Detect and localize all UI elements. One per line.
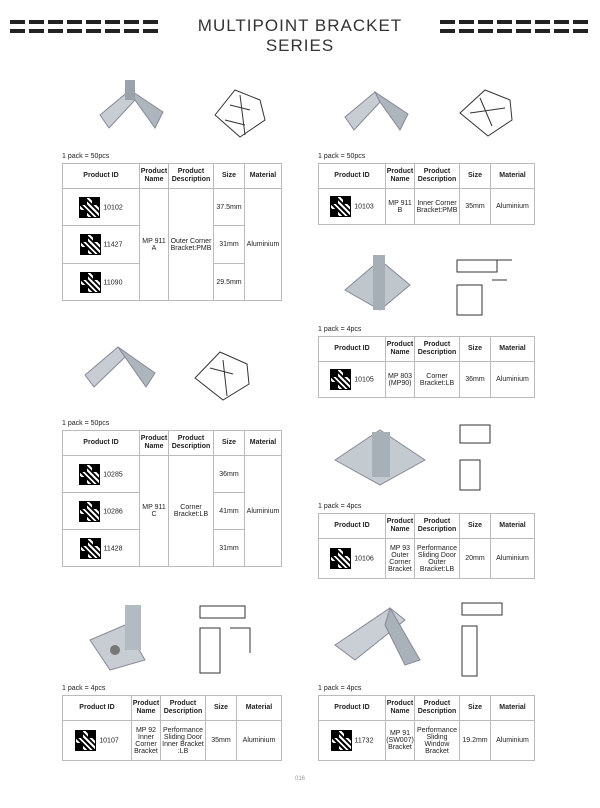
table-row: 11732 MP 91 (SW007) Bracket Performance Sliding Window Bracket 19.2mm Aluminium [319,721,535,761]
table-row: 11427 31mm [63,226,282,264]
col-product-name: Product Name [386,337,415,362]
table-row: 10285 MP 911 C Corner Bracket:LB 36mm Aluminium [63,456,282,493]
table-row: 10286 41mm [63,493,282,530]
product-name: MP 93 Outer Corner Bracket [386,539,415,579]
table-row: 10107 MP 92 Inner Corner Bracket Performance Sliding Door Inner Bracket :LB 35mm Aluminium [63,721,282,761]
product-size: 19.2mm [460,721,491,761]
bracket-93-drawing [452,420,512,500]
bracket-911b-photo [340,72,420,147]
col-product-description: Product Description [415,696,460,721]
product-material: Aluminium [491,362,535,398]
col-material: Material [491,696,535,721]
col-size: Size [460,696,491,721]
product-material: Aluminium [245,189,282,301]
product-size: 35mm [460,189,491,225]
product-size: 20mm [460,539,491,579]
col-product-name: Product Name [140,164,169,189]
col-product-id: Product ID [63,164,140,189]
col-material: Material [491,164,535,189]
qr-code-icon [79,197,100,218]
bracket-91-drawing [452,598,512,683]
product-material: Aluminium [491,189,535,225]
product-name: MP 91 (SW007) Bracket [386,721,415,761]
table-row: 11090 29.5mm [63,264,282,301]
bracket-92-photo [85,600,155,675]
bracket-911b-drawing [450,78,530,143]
qr-code-icon [331,730,352,751]
qr-code-icon [80,272,101,293]
product-table [62,430,282,567]
product-description: Inner Corner Bracket:PMB [415,189,460,225]
col-product-description: Product Description [161,696,206,721]
bracket-92-drawing [190,598,265,678]
product-size: 31mm [214,530,245,567]
qr-code-icon [79,501,100,522]
table-row: 10103 MP 911 B Inner Corner Bracket:PMB 35mm Aluminium [319,189,535,225]
product-size: 29.5mm [214,264,245,301]
bracket-93-photo [330,420,430,490]
pack-label: 1 pack = 50pcs [318,153,366,160]
page-header [0,14,600,55]
col-product-description: Product Description [415,514,460,539]
table-row: 10102 MP 911 A Outer Corner Bracket:PMB 37.5mm Aluminium [63,189,282,226]
bracket-911c-drawing [185,340,265,405]
col-product-id: Product ID [319,164,386,189]
product-description: Corner Bracket:LB [169,456,214,567]
qr-code-icon [80,234,101,255]
col-product-description: Product Description [415,164,460,189]
pack-label: 1 pack = 50pcs [62,420,110,427]
table-row: 10106 MP 93 Outer Corner Bracket Performance Sliding Door Outer Bracket:LB 20mm Aluminium [319,539,535,579]
product-size: 35mm [206,721,237,761]
page-number: 016 [294,776,305,782]
col-product-id: Product ID [63,431,140,456]
pack-label: 1 pack = 4pcs [318,685,362,692]
product-table [318,695,535,761]
col-product-description: Product Description [169,431,214,456]
product-size: 36mm [460,362,491,398]
col-product-id: Product ID [319,514,386,539]
col-material: Material [237,696,282,721]
qr-code-icon [330,196,351,217]
product-name: MP 911 C [140,456,169,567]
col-material: Material [245,164,282,189]
bracket-911a-drawing [205,75,280,145]
product-table [62,163,282,301]
col-product-name: Product Name [386,164,415,189]
product-table [318,336,535,398]
header-rule-right [440,18,590,36]
col-product-id: Product ID [63,696,132,721]
qr-code-icon [330,548,351,569]
product-description: Performance Sliding Window Bracket [415,721,460,761]
pack-label: 1 pack = 4pcs [318,503,362,510]
col-size: Size [206,696,237,721]
col-material: Material [245,431,282,456]
col-product-name: Product Name [386,696,415,721]
qr-code-icon [80,538,101,559]
pack-label: 1 pack = 4pcs [318,326,362,333]
col-product-id: Product ID [319,696,386,721]
product-description: Corner Bracket:LB [415,362,460,398]
col-size: Size [460,514,491,539]
col-product-id: Product ID [319,337,386,362]
product-material: Aluminium [491,539,535,579]
product-description: Performance Sliding Door Outer Bracket:LB [415,539,460,579]
col-size: Size [460,164,491,189]
table-row: 10105 MP 803 (MP90) Corner Bracket:LB 36mm Aluminium [319,362,535,398]
product-size: 36mm [214,456,245,493]
product-material: Aluminium [491,721,535,761]
product-name: MP 911 B [386,189,415,225]
product-name: MP 803 (MP90) [386,362,415,398]
col-product-name: Product Name [132,696,161,721]
product-size: 31mm [214,226,245,264]
product-table [318,513,535,579]
col-size: Size [460,337,491,362]
col-size: Size [214,431,245,456]
col-product-description: Product Description [415,337,460,362]
product-material: Aluminium [245,456,282,567]
bracket-911a-photo [95,70,175,145]
product-name: MP 92 Inner Corner Bracket [132,721,161,761]
col-product-name: Product Name [140,431,169,456]
product-name: MP 911 A [140,189,169,301]
col-size: Size [214,164,245,189]
page-title: MULTIPOINT BRACKET SERIES [197,16,403,55]
product-description: Outer Corner Bracket:PMB [169,189,214,301]
product-description: Performance Sliding Door Inner Bracket :LB [161,721,206,761]
header-rule-left [10,18,160,36]
pack-label: 1 pack = 50pcs [62,153,110,160]
product-size: 37.5mm [214,189,245,226]
qr-code-icon [330,369,351,390]
col-material: Material [491,337,535,362]
product-table [62,695,282,761]
pack-label: 1 pack = 4pcs [62,685,106,692]
bracket-911c-photo [80,335,165,395]
bracket-803-drawing [452,240,522,320]
bracket-91-photo [330,600,430,675]
product-material: Aluminium [237,721,282,761]
col-material: Material [491,514,535,539]
table-row: 11428 31mm [63,530,282,567]
col-product-name: Product Name [386,514,415,539]
product-table [318,163,535,225]
qr-code-icon [75,730,96,751]
product-size: 41mm [214,493,245,530]
bracket-803-photo [340,250,420,320]
col-product-description: Product Description [169,164,214,189]
qr-code-icon [79,464,100,485]
